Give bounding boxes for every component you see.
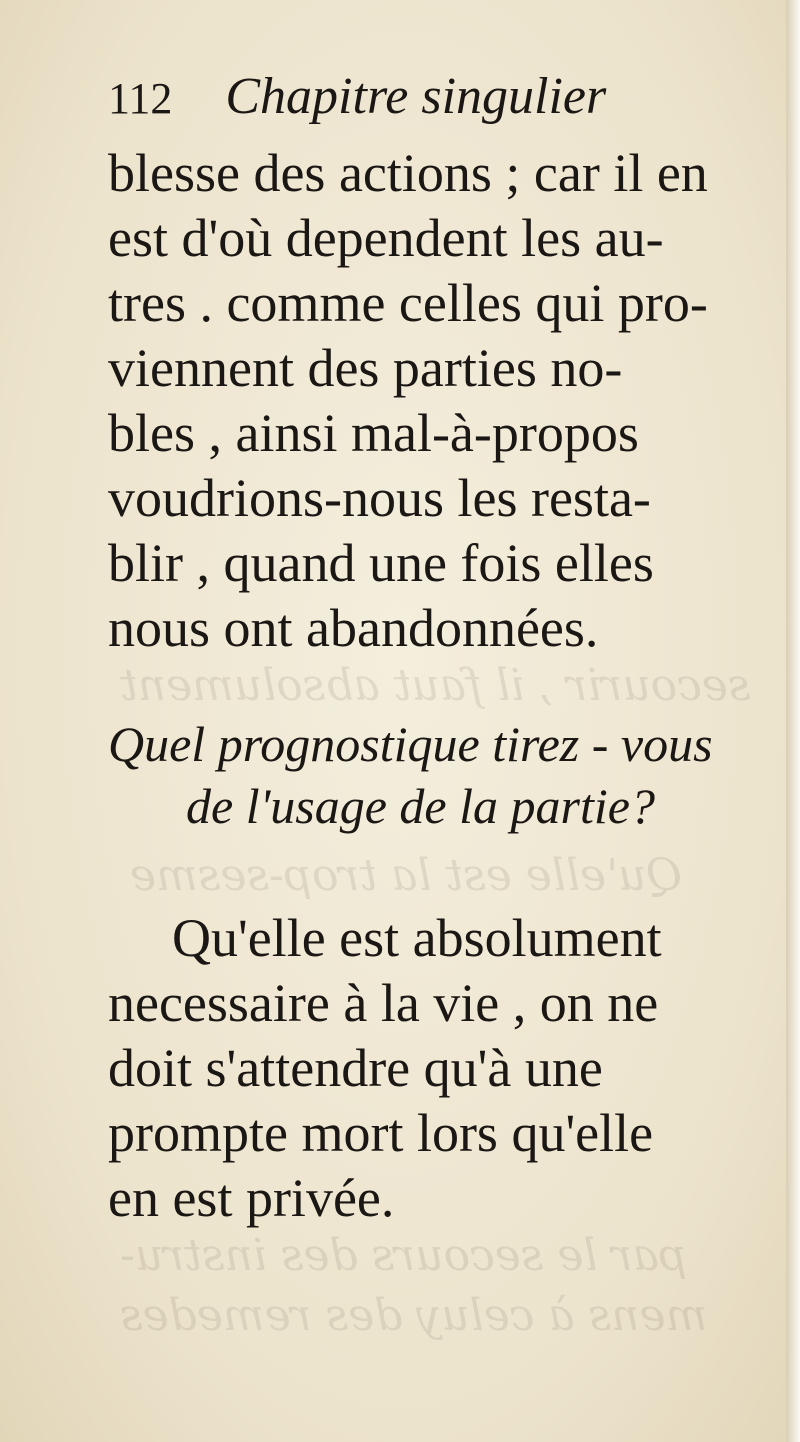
answer-line: necessaire à la vie , on ne (108, 973, 659, 1033)
bleed-through-decoration: Qu'elle est la trop-sesme (130, 850, 683, 901)
answer-line: doit s'attendre qu'à une (108, 1038, 603, 1098)
question-line: Quel prognostique tirez - vous (108, 716, 713, 772)
page-edge (786, 0, 800, 1442)
answer-line: prompte mort lors qu'elle (108, 1103, 654, 1163)
paragraph-line: blesse des actions ; car il en (108, 143, 708, 203)
paragraph-line: viennent des parties no- (108, 338, 623, 398)
answer-line: Qu'elle est absolument (172, 908, 662, 968)
paragraph-line: bles , ainsi mal-à-propos (108, 403, 639, 463)
running-header (108, 62, 748, 134)
running-title: Chapitre singulier (225, 68, 607, 125)
question-line: de l'usage de la partie? (186, 778, 655, 834)
paragraph-line: nous ont abandonnées. (108, 598, 599, 658)
paragraph-line: blir , quand une fois elles (108, 533, 654, 593)
bleed-through-decoration: par le secours des instru- (120, 1230, 687, 1281)
paragraph-line: voudrions-nous les resta- (108, 468, 651, 528)
bleed-through-decoration: secourir , il faut absolument (120, 660, 751, 711)
answer-line: en est privée. (108, 1168, 395, 1228)
paragraph-line: tres . comme celles qui pro- (108, 273, 708, 333)
page-number: 112 (108, 74, 173, 123)
paragraph-line: est d'où dependent les au- (108, 208, 664, 268)
bleed-through-decoration: mens à celuy des remedes (120, 1290, 708, 1341)
